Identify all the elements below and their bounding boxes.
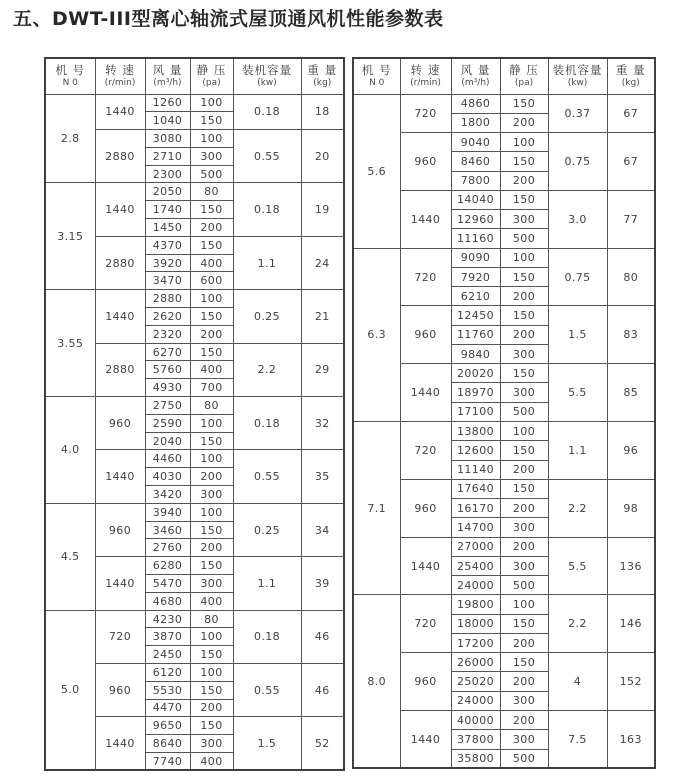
flow-cell: 7740 (145, 752, 190, 770)
flow-cell: 4030 (145, 468, 190, 486)
col-header-capacity (548, 58, 607, 94)
flow-cell: 1260 (145, 94, 190, 112)
weight-cell: 20 (301, 130, 344, 183)
flow-cell: 13800 (451, 422, 500, 441)
flow-cell: 12600 (451, 441, 500, 460)
speed-cell: 960 (400, 133, 451, 191)
pressure-cell: 300 (500, 344, 548, 363)
capacity-cell: 1.1 (233, 557, 301, 610)
speed-cell: 2880 (95, 236, 145, 289)
pressure-cell: 400 (190, 752, 233, 770)
pressure-cell: 300 (500, 210, 548, 229)
col-header-no (353, 58, 400, 94)
pressure-cell: 150 (500, 441, 548, 460)
capacity-cell: 0.37 (548, 94, 607, 133)
pressure-cell: 400 (190, 254, 233, 272)
pressure-cell: 400 (190, 592, 233, 610)
pressure-cell: 500 (190, 165, 233, 183)
pressure-cell: 150 (500, 94, 548, 113)
table-row (353, 422, 655, 441)
speed-cell: 960 (95, 397, 145, 450)
flow-cell: 6210 (451, 287, 500, 306)
pressure-cell: 500 (500, 402, 548, 421)
flow-cell: 3870 (145, 628, 190, 646)
col-header-speed-label: 转 速 (105, 62, 135, 77)
pressure-cell: 150 (190, 717, 233, 735)
pressure-cell: 200 (190, 699, 233, 717)
col-header-flow (451, 58, 500, 94)
pressure-cell: 100 (500, 422, 548, 441)
flow-cell: 4460 (145, 450, 190, 468)
weight-cell: 29 (301, 343, 344, 396)
speed-cell: 720 (95, 610, 145, 663)
col-header-pressure-label: 静 压 (196, 62, 227, 77)
speed-cell: 1440 (95, 183, 145, 236)
flow-cell: 5470 (145, 575, 190, 593)
pressure-cell: 150 (500, 364, 548, 383)
col-header-speed-unit: (r/min) (104, 77, 136, 88)
capacity-cell: 0.25 (233, 290, 301, 343)
pressure-cell: 300 (500, 383, 548, 402)
flow-cell: 26000 (451, 653, 500, 672)
flow-cell: 3460 (145, 521, 190, 539)
col-header-no-label: 机 号 (55, 62, 86, 77)
fan-spec-table-right (352, 57, 656, 769)
weight-cell: 46 (301, 664, 344, 717)
speed-cell: 960 (95, 503, 145, 556)
weight-cell: 163 (607, 711, 655, 769)
flow-cell: 1040 (145, 112, 190, 130)
capacity-cell: 1.1 (233, 236, 301, 289)
capacity-cell: 0.55 (233, 450, 301, 503)
weight-cell: 152 (607, 653, 655, 711)
pressure-cell: 80 (190, 183, 233, 201)
flow-cell: 2320 (145, 325, 190, 343)
flow-cell: 2710 (145, 147, 190, 165)
no-cell: 5.6 (353, 94, 400, 248)
weight-cell: 146 (607, 595, 655, 653)
capacity-cell: 0.55 (233, 130, 301, 183)
weight-cell: 52 (301, 717, 344, 770)
flow-cell: 7920 (451, 267, 500, 286)
flow-cell: 2300 (145, 165, 190, 183)
col-header-pressure-label: 静 压 (509, 62, 539, 77)
pressure-cell: 200 (190, 219, 233, 237)
speed-cell: 1440 (400, 190, 451, 248)
pressure-cell: 100 (500, 595, 548, 614)
table-row (45, 503, 344, 521)
flow-cell: 3470 (145, 272, 190, 290)
flow-cell: 4470 (145, 699, 190, 717)
flow-cell: 12960 (451, 210, 500, 229)
pressure-cell: 150 (500, 614, 548, 633)
pressure-cell: 150 (500, 479, 548, 498)
col-header-pressure (190, 58, 233, 94)
capacity-cell: 0.18 (233, 397, 301, 450)
speed-cell: 1440 (400, 537, 451, 595)
col-header-pressure-unit: (pa) (202, 77, 221, 88)
pressure-cell: 100 (190, 664, 233, 682)
pressure-cell: 500 (500, 749, 548, 768)
flow-cell: 5760 (145, 361, 190, 379)
pressure-cell: 200 (190, 539, 233, 557)
capacity-cell: 7.5 (548, 711, 607, 769)
pressure-cell: 300 (190, 575, 233, 593)
weight-cell: 85 (607, 364, 655, 422)
pressure-cell: 150 (190, 308, 233, 326)
tables-container (44, 57, 656, 771)
flow-cell: 18000 (451, 614, 500, 633)
pressure-cell: 300 (190, 486, 233, 504)
flow-cell: 14700 (451, 518, 500, 537)
capacity-cell: 0.75 (548, 133, 607, 191)
flow-cell: 2880 (145, 290, 190, 308)
weight-cell: 18 (301, 94, 344, 130)
table-row (45, 290, 344, 308)
capacity-cell: 5.5 (548, 364, 607, 422)
no-cell: 4.5 (45, 503, 95, 610)
table-header-left (45, 58, 344, 94)
speed-cell: 960 (400, 306, 451, 364)
col-header-speed (95, 58, 145, 94)
page-title: 五、DWT-III型离心轴流式屋顶通风机性能参数表 (13, 8, 444, 30)
pressure-cell: 100 (190, 503, 233, 521)
pressure-cell: 150 (190, 646, 233, 664)
weight-cell: 77 (607, 190, 655, 248)
weight-cell: 39 (301, 557, 344, 610)
pressure-cell: 500 (500, 229, 548, 248)
col-header-no (45, 58, 95, 94)
pressure-cell: 100 (190, 450, 233, 468)
pressure-cell: 200 (190, 468, 233, 486)
flow-cell: 17100 (451, 402, 500, 421)
flow-cell: 2620 (145, 308, 190, 326)
speed-cell: 720 (400, 595, 451, 653)
capacity-cell: 1.5 (548, 306, 607, 364)
pressure-cell: 150 (190, 557, 233, 575)
col-header-capacity-label: 装机容量 (242, 62, 292, 77)
capacity-cell: 3.0 (548, 190, 607, 248)
flow-cell: 18970 (451, 383, 500, 402)
pressure-cell: 100 (500, 248, 548, 267)
speed-cell: 2880 (95, 343, 145, 396)
flow-cell: 4930 (145, 379, 190, 397)
pressure-cell: 100 (500, 133, 548, 152)
table-header-right (353, 58, 655, 94)
flow-cell: 17200 (451, 633, 500, 652)
flow-cell: 5530 (145, 681, 190, 699)
col-header-capacity-unit: (kw) (567, 77, 588, 88)
speed-cell: 1440 (400, 364, 451, 422)
flow-cell: 3920 (145, 254, 190, 272)
capacity-cell: 1.5 (233, 717, 301, 770)
speed-cell: 1440 (95, 290, 145, 343)
pressure-cell: 80 (190, 397, 233, 415)
pressure-cell: 600 (190, 272, 233, 290)
capacity-cell: 1.1 (548, 422, 607, 480)
header-row (353, 58, 655, 94)
weight-cell: 46 (301, 610, 344, 663)
pressure-cell: 700 (190, 379, 233, 397)
capacity-cell: 4 (548, 653, 607, 711)
pressure-cell: 200 (500, 711, 548, 730)
table-body-left (45, 94, 344, 770)
flow-cell: 1740 (145, 201, 190, 219)
flow-cell: 11160 (451, 229, 500, 248)
weight-cell: 34 (301, 503, 344, 556)
no-cell: 5.0 (45, 610, 95, 770)
pressure-cell: 150 (190, 681, 233, 699)
col-header-weight (301, 58, 344, 94)
capacity-cell: 0.25 (233, 503, 301, 556)
pressure-cell: 200 (190, 325, 233, 343)
col-header-weight-label: 重 量 (307, 62, 338, 77)
table-row (45, 94, 344, 112)
table-row (45, 397, 344, 415)
capacity-cell: 2.2 (548, 595, 607, 653)
col-header-speed-label: 转 速 (410, 62, 441, 77)
speed-cell: 960 (400, 653, 451, 711)
flow-cell: 25020 (451, 672, 500, 691)
no-cell: 7.1 (353, 422, 400, 595)
pressure-cell: 200 (500, 537, 548, 556)
pressure-cell: 150 (500, 190, 548, 209)
weight-cell: 24 (301, 236, 344, 289)
flow-cell: 2590 (145, 414, 190, 432)
col-header-flow (145, 58, 190, 94)
weight-cell: 67 (607, 94, 655, 133)
flow-cell: 17640 (451, 479, 500, 498)
pressure-cell: 200 (500, 672, 548, 691)
flow-cell: 35800 (451, 749, 500, 768)
flow-cell: 16170 (451, 499, 500, 518)
capacity-cell: 0.18 (233, 94, 301, 130)
flow-cell: 9090 (451, 248, 500, 267)
fan-spec-table-left (44, 57, 345, 771)
pressure-cell: 300 (500, 691, 548, 710)
flow-cell: 19800 (451, 595, 500, 614)
flow-cell: 24000 (451, 576, 500, 595)
flow-cell: 9650 (145, 717, 190, 735)
speed-cell: 960 (400, 479, 451, 537)
capacity-cell: 0.18 (233, 183, 301, 236)
speed-cell: 2880 (95, 130, 145, 183)
flow-cell: 3420 (145, 486, 190, 504)
pressure-cell: 150 (190, 521, 233, 539)
pressure-cell: 80 (190, 610, 233, 628)
capacity-cell: 2.2 (233, 343, 301, 396)
no-cell: 6.3 (353, 248, 400, 421)
col-header-capacity-label: 装机容量 (552, 62, 603, 77)
flow-cell: 40000 (451, 711, 500, 730)
col-header-no-unit: N 0 (62, 77, 78, 88)
col-header-pressure-unit: (pa) (514, 77, 534, 88)
speed-cell: 720 (400, 422, 451, 480)
no-cell: 2.8 (45, 94, 95, 183)
pressure-cell: 300 (500, 518, 548, 537)
col-header-no-label: 机 号 (361, 62, 392, 77)
flow-cell: 7800 (451, 171, 500, 190)
capacity-cell: 0.75 (548, 248, 607, 306)
flow-cell: 8460 (451, 152, 500, 171)
col-header-weight-unit: (kg) (621, 77, 640, 88)
flow-cell: 3940 (145, 503, 190, 521)
no-cell: 4.0 (45, 397, 95, 504)
weight-cell: 96 (607, 422, 655, 480)
pressure-cell: 200 (500, 171, 548, 190)
pressure-cell: 150 (500, 267, 548, 286)
flow-cell: 24000 (451, 691, 500, 710)
capacity-cell: 0.18 (233, 610, 301, 663)
no-cell: 3.15 (45, 183, 95, 290)
pressure-cell: 200 (500, 460, 548, 479)
speed-cell: 960 (95, 664, 145, 717)
weight-cell: 136 (607, 537, 655, 595)
pressure-cell: 150 (190, 236, 233, 254)
header-row (45, 58, 344, 94)
pressure-cell: 100 (190, 130, 233, 148)
table-row (353, 248, 655, 267)
col-header-speed-unit: (r/min) (410, 77, 441, 88)
speed-cell: 1440 (95, 450, 145, 503)
table-row (45, 610, 344, 628)
weight-cell: 67 (607, 133, 655, 191)
table-body-right (353, 94, 655, 768)
pressure-cell: 100 (190, 414, 233, 432)
weight-cell: 98 (607, 479, 655, 537)
flow-cell: 14040 (451, 190, 500, 209)
col-header-weight-label: 重 量 (615, 62, 646, 77)
flow-cell: 20020 (451, 364, 500, 383)
table-row (45, 183, 344, 201)
pressure-cell: 200 (500, 113, 548, 132)
flow-cell: 37800 (451, 730, 500, 749)
pressure-cell: 150 (500, 306, 548, 325)
speed-cell: 1440 (400, 711, 451, 769)
flow-cell: 2750 (145, 397, 190, 415)
pressure-cell: 150 (190, 112, 233, 130)
flow-cell: 2050 (145, 183, 190, 201)
pressure-cell: 300 (500, 556, 548, 575)
flow-cell: 6280 (145, 557, 190, 575)
flow-cell: 27000 (451, 537, 500, 556)
no-cell: 8.0 (353, 595, 400, 768)
pressure-cell: 200 (500, 325, 548, 344)
flow-cell: 2450 (145, 646, 190, 664)
table-row (353, 595, 655, 614)
flow-cell: 4230 (145, 610, 190, 628)
col-header-flow-unit: (m³/h) (461, 77, 490, 88)
weight-cell: 21 (301, 290, 344, 343)
flow-cell: 6120 (145, 664, 190, 682)
capacity-cell: 0.55 (233, 664, 301, 717)
col-header-speed (400, 58, 451, 94)
flow-cell: 2040 (145, 432, 190, 450)
weight-cell: 32 (301, 397, 344, 450)
flow-cell: 1800 (451, 113, 500, 132)
flow-cell: 11760 (451, 325, 500, 344)
pressure-cell: 300 (500, 730, 548, 749)
speed-cell: 1440 (95, 717, 145, 770)
capacity-cell: 5.5 (548, 537, 607, 595)
flow-cell: 4680 (145, 592, 190, 610)
flow-cell: 3080 (145, 130, 190, 148)
pressure-cell: 400 (190, 361, 233, 379)
col-header-no-unit: N 0 (369, 77, 385, 88)
flow-cell: 9840 (451, 344, 500, 363)
weight-cell: 19 (301, 183, 344, 236)
pressure-cell: 150 (500, 152, 548, 171)
pressure-cell: 200 (500, 499, 548, 518)
table-row (353, 94, 655, 113)
flow-cell: 1450 (145, 219, 190, 237)
capacity-cell: 2.2 (548, 479, 607, 537)
pressure-cell: 300 (190, 735, 233, 753)
pressure-cell: 150 (500, 653, 548, 672)
weight-cell: 80 (607, 248, 655, 306)
pressure-cell: 300 (190, 147, 233, 165)
pressure-cell: 100 (190, 290, 233, 308)
col-header-capacity-unit: (kw) (257, 77, 277, 88)
pressure-cell: 100 (190, 628, 233, 646)
flow-cell: 12450 (451, 306, 500, 325)
pressure-cell: 100 (190, 94, 233, 112)
pressure-cell: 500 (500, 576, 548, 595)
col-header-flow-label: 风 量 (460, 62, 491, 77)
speed-cell: 1440 (95, 557, 145, 610)
pressure-cell: 150 (190, 432, 233, 450)
col-header-pressure (500, 58, 548, 94)
col-header-capacity (233, 58, 301, 94)
flow-cell: 4860 (451, 94, 500, 113)
pressure-cell: 150 (190, 343, 233, 361)
flow-cell: 4370 (145, 236, 190, 254)
flow-cell: 11140 (451, 460, 500, 479)
col-header-weight (607, 58, 655, 94)
speed-cell: 720 (400, 94, 451, 133)
col-header-flow-unit: (m³/h) (153, 77, 182, 88)
speed-cell: 720 (400, 248, 451, 306)
pressure-cell: 200 (500, 287, 548, 306)
flow-cell: 2760 (145, 539, 190, 557)
speed-cell: 1440 (95, 94, 145, 130)
col-header-weight-unit: (kg) (313, 77, 332, 88)
flow-cell: 9040 (451, 133, 500, 152)
flow-cell: 8640 (145, 735, 190, 753)
pressure-cell: 150 (190, 201, 233, 219)
flow-cell: 6270 (145, 343, 190, 361)
weight-cell: 35 (301, 450, 344, 503)
no-cell: 3.55 (45, 290, 95, 397)
col-header-flow-label: 风 量 (152, 62, 183, 77)
pressure-cell: 200 (500, 633, 548, 652)
flow-cell: 25400 (451, 556, 500, 575)
weight-cell: 83 (607, 306, 655, 364)
